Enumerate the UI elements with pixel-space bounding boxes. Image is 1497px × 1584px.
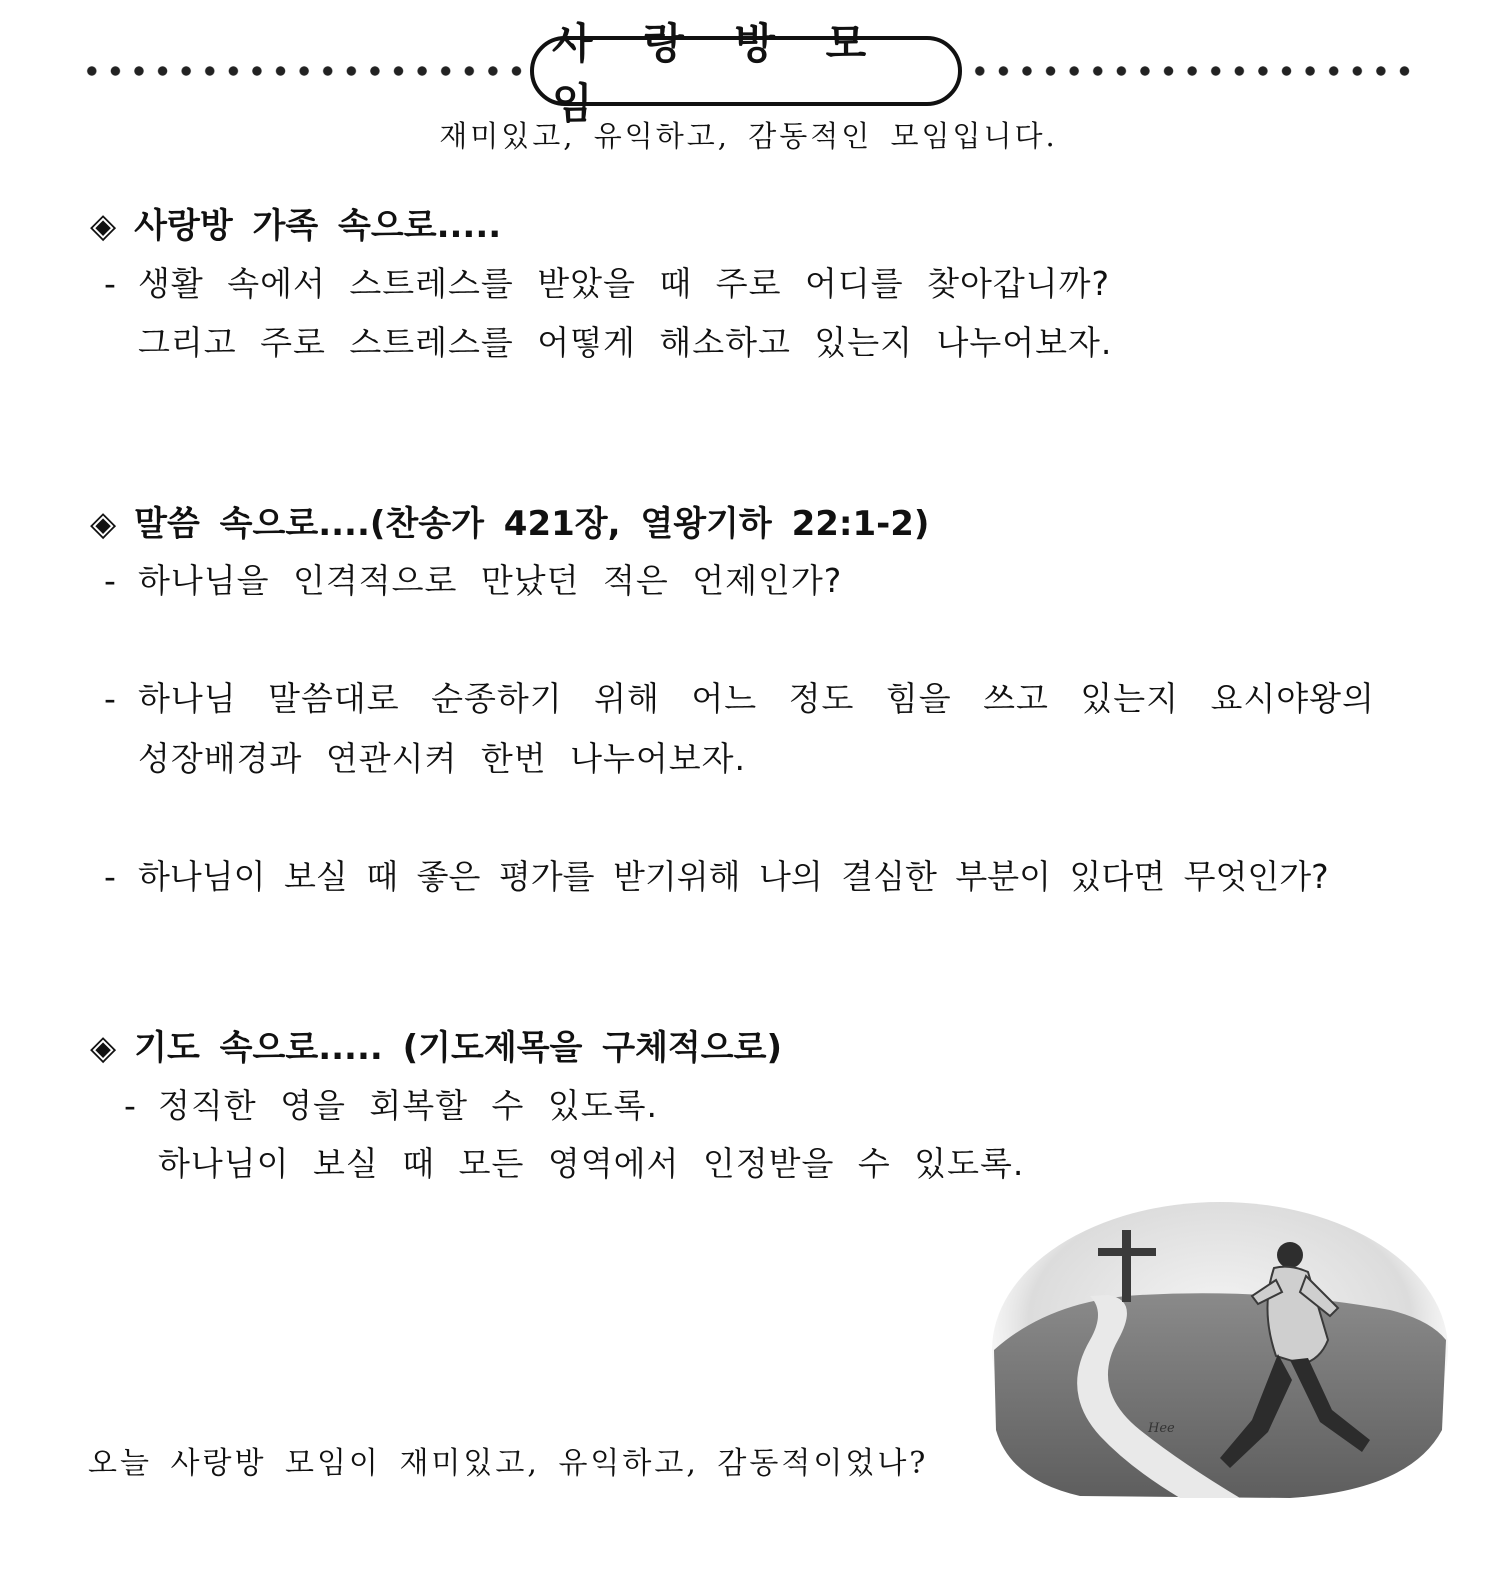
- section-heading-text: 말씀 속으로....(찬송가 421장, 열왕기하 22:1-2): [134, 504, 930, 544]
- page-title: 사 랑 방 모 임: [552, 19, 885, 128]
- question-text: 하나님을 인격적으로 만났던 적은 언제인가?: [138, 561, 843, 600]
- diamond-bullet-icon: ◈: [90, 504, 117, 544]
- question-line: [138, 317, 1112, 364]
- question-line: [104, 673, 1375, 720]
- title-badge: [530, 19, 962, 128]
- question-line: [104, 555, 842, 602]
- section-heading-prayer: [90, 1020, 782, 1069]
- diamond-bullet-icon: ◈: [90, 1028, 117, 1068]
- section-heading-family: [90, 198, 501, 247]
- prayer-line: [158, 1138, 1024, 1185]
- prayer-text: 하나님이 보실 때 모든 영역에서 인정받을 수 있도록.: [158, 1144, 1025, 1183]
- closing-question: 오늘 사랑방 모임이 재미있고, 유익하고, 감동적이었나?: [88, 1446, 929, 1481]
- dash-marker: -: [104, 264, 117, 303]
- dash-marker: -: [104, 679, 117, 718]
- prayer-text: 정직한 영을 회복할 수 있도록.: [158, 1086, 658, 1125]
- question-text: 하나님이 보실 때 좋은 평가를 받기위해 나의 결심한 부분이 있다면 무엇인가?: [138, 857, 1329, 896]
- question-text: 생활 속에서 스트레스를 받았을 때 주로 어디를 찾아갑니까?: [138, 264, 1111, 303]
- header-dotted-rule-right: [968, 64, 1422, 78]
- dash-marker: -: [124, 1086, 137, 1125]
- question-line: [104, 258, 1110, 305]
- prayer-line: [124, 1080, 658, 1127]
- cross-runner-illustration: [990, 1200, 1450, 1500]
- section-heading-text: 사랑방 가족 속으로.....: [134, 206, 502, 246]
- dash-marker: -: [104, 857, 116, 896]
- dash-marker: -: [104, 561, 117, 600]
- question-text: 그리고 주로 스트레스를 어떻게 해소하고 있는지 나누어보자.: [138, 323, 1113, 362]
- question-line: [138, 733, 746, 780]
- question-line: [104, 851, 1329, 898]
- question-text: 하나님 말씀대로 순종하기 위해 어느 정도 힘을 쓰고 있는지 요시야왕의: [138, 679, 1375, 718]
- section-heading-text: 기도 속으로..... (기도제목을 구체적으로): [134, 1028, 782, 1068]
- hill-shape: [994, 1293, 1446, 1498]
- artist-signature: Hee: [1148, 1421, 1175, 1436]
- section-heading-word: [90, 496, 929, 545]
- question-text: 성장배경과 연관시켜 한번 나누어보자.: [138, 739, 747, 778]
- page-subtitle: 재미있고, 유익하고, 감동적인 모임입니다.: [439, 119, 1058, 153]
- diamond-bullet-icon: ◈: [90, 206, 117, 246]
- header-dotted-rule-left: [80, 64, 528, 78]
